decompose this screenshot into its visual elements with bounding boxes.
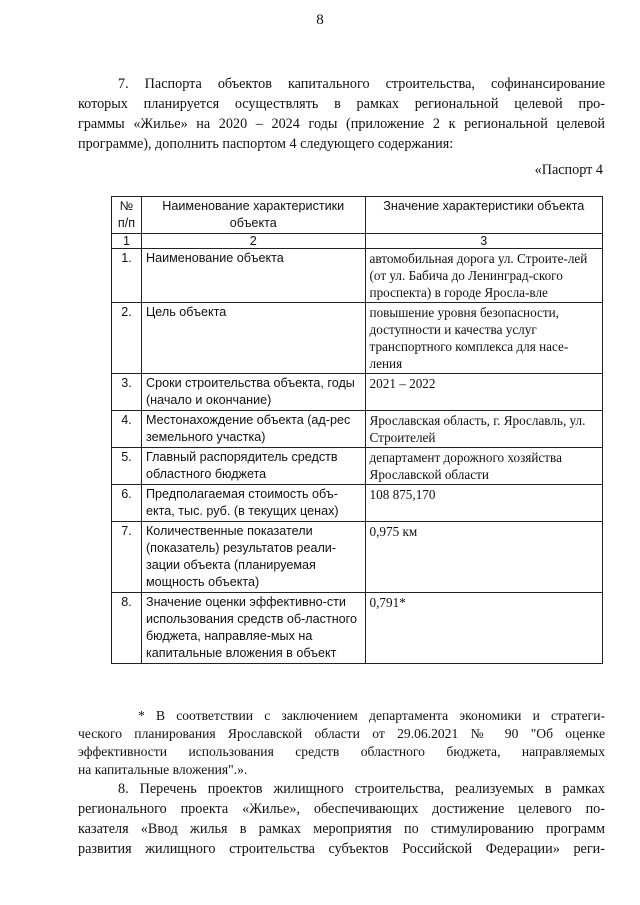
passport-table <box>111 196 603 664</box>
paragraph-8-line: казателя «Ввод жилья в рамках мероприятия по стимулированию программ <box>78 821 605 837</box>
row-name: Наименование объекта <box>141 249 365 303</box>
footnote-line: ческого планирования Ярославской области от 29.06.2021 № 90 "Об оценке <box>78 726 605 741</box>
row-value: Ярославская область, г. Ярославль, ул. Строителей <box>365 411 602 448</box>
paragraph-7-line: 7. Паспорта объектов капитального строительства, софинансирование <box>118 76 605 92</box>
row-number: 7. <box>112 522 142 593</box>
table-index-row <box>112 234 603 249</box>
row-name: Значение оценки эффективно-сти использования средств об-ластного бюджета, направляе-мых на капитальные вложения в объект <box>141 593 365 664</box>
index-cell: 3 <box>365 234 602 249</box>
row-name: Главный распорядитель средств областного бюджета <box>141 448 365 485</box>
paragraph-7-line: граммы «Жилье» на 2020 – 2024 годы (приложение 2 к региональной целевой <box>78 116 605 132</box>
row-number: 4. <box>112 411 142 448</box>
paragraph-7-line: которых планируется осуществлять в рамках региональной целевой про- <box>78 96 605 112</box>
row-name: Цель объекта <box>141 303 365 374</box>
row-name: Количественные показатели (показатель) результатов реали-зации объекта (планируемая мощность объекта) <box>141 522 365 593</box>
paragraph-7 <box>78 74 605 154</box>
footnote-line: на капитальные вложения".». <box>78 762 248 777</box>
row-number: 2. <box>112 303 142 374</box>
table-row <box>112 522 603 593</box>
row-name: Сроки строительства объекта, годы (начало и окончание) <box>141 374 365 411</box>
page-number: 8 <box>316 12 324 28</box>
paragraph-7-line: программе), дополнить паспортом 4 следующего содержания: <box>78 136 454 152</box>
table-row <box>112 374 603 411</box>
row-number: 8. <box>112 593 142 664</box>
footnote-line: * В соответствии с заключением департамента экономики и стратеги- <box>138 708 605 723</box>
row-value: 0,791* <box>365 593 602 664</box>
row-value: 0,975 км <box>365 522 602 593</box>
paragraph-8-line: развития жилищного строительства субъектов Российской Федерации» реги- <box>78 841 605 857</box>
row-value: 2021 – 2022 <box>365 374 602 411</box>
footnote-line: эффективности использования средств областного бюджета, направляемых <box>78 744 605 759</box>
table-row <box>112 303 603 374</box>
header-number: № п/п <box>112 197 142 234</box>
paragraph-8-line: 8. Перечень проектов жилищного строительства, реализуемых в рамках <box>118 781 605 797</box>
row-value: департамент дорожного хозяйства Ярославской области <box>365 448 602 485</box>
row-number: 1. <box>112 249 142 303</box>
table-row <box>112 485 603 522</box>
row-name: Местонахождение объекта (ад-рес земельного участка) <box>141 411 365 448</box>
index-cell: 1 <box>112 234 142 249</box>
paragraph-8-line: регионального проекта «Жилье», обеспечивающих достижение целевого по- <box>78 801 605 817</box>
row-value: автомобильная дорога ул. Строите-лей (от ул. Бабича до Ленинград-ского проспекта) в городе Яросла-вле <box>365 249 602 303</box>
row-name: Предполагаемая стоимость объ-екта, тыс. руб. (в текущих ценах) <box>141 485 365 522</box>
index-cell: 2 <box>141 234 365 249</box>
row-number: 3. <box>112 374 142 411</box>
row-number: 5. <box>112 448 142 485</box>
table-row <box>112 593 603 664</box>
row-value: повышение уровня безопасности, доступности и качества услуг транспортного комплекса для насе-ления <box>365 303 602 374</box>
table-row <box>112 411 603 448</box>
header-name: Наименование характеристики объекта <box>141 197 365 234</box>
table-header-row <box>112 197 603 234</box>
footnote <box>78 707 605 779</box>
table-row <box>112 249 603 303</box>
passport-label: «Паспорт 4 <box>534 162 603 178</box>
table-row <box>112 448 603 485</box>
row-value: 108 875,170 <box>365 485 602 522</box>
header-value: Значение характеристики объекта <box>365 197 602 234</box>
row-number: 6. <box>112 485 142 522</box>
paragraph-8 <box>78 779 605 859</box>
